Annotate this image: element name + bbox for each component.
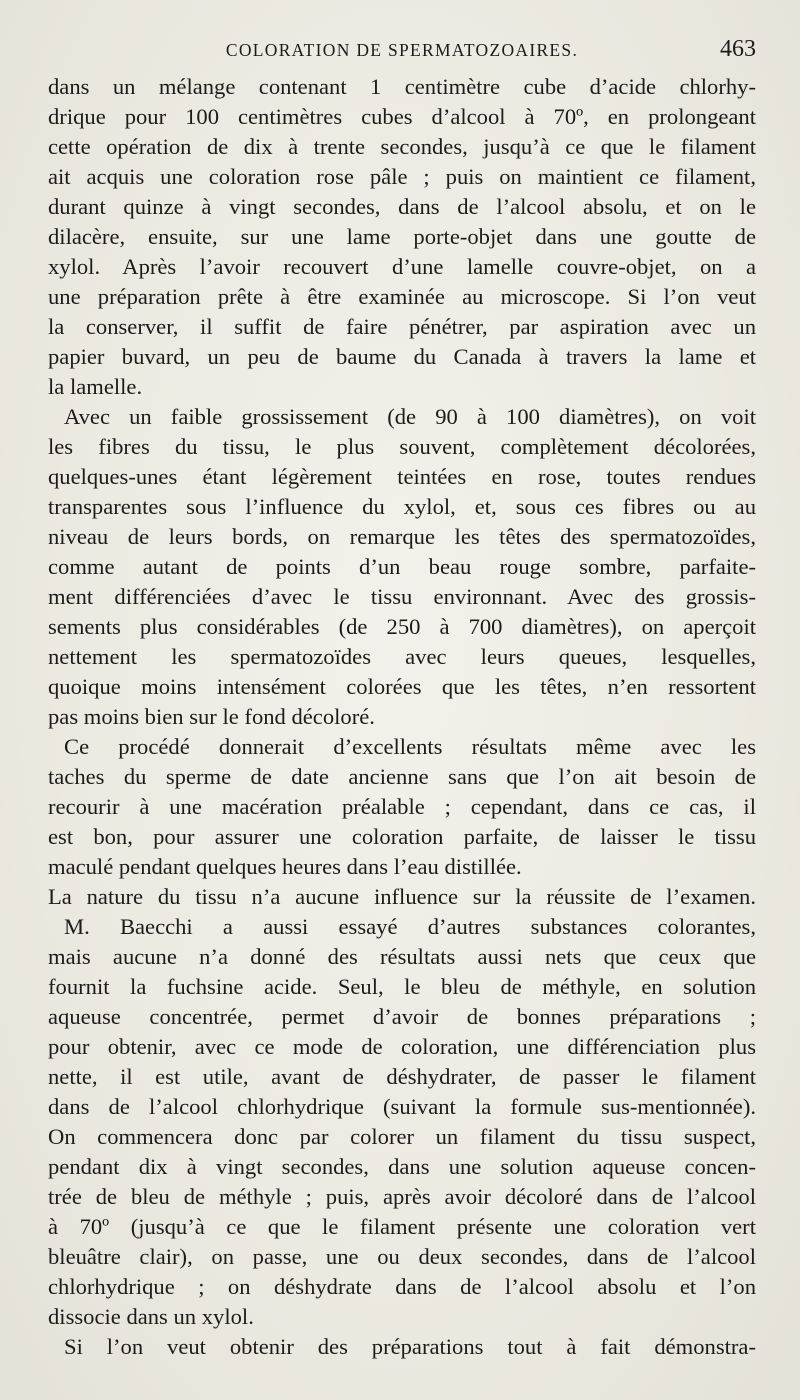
text-line: maculé pendant quelques heures dans l’eau distillée. — [48, 854, 522, 879]
text-line: transparentes sous l’influence du xylol, et, sous ces fibres ou au — [48, 494, 756, 519]
text-line: sements plus considérables (de 250 à 700 diamètres), on aperçoit — [48, 614, 756, 639]
text-line: pas moins bien sur le fond décoloré. — [48, 704, 375, 729]
text-line: Ce procédé donnerait d’excellents résultats même avec les — [64, 734, 756, 759]
text-line: mais aucune n’a donné des résultats aussi nets que ceux que — [48, 944, 756, 969]
text-line: la lamelle. — [48, 374, 143, 399]
page-number: 463 — [720, 36, 756, 62]
text-line: pendant dix à vingt secondes, dans une solution aqueuse concen- — [48, 1154, 756, 1179]
text-line: On commencera donc par colorer un filament du tissu suspect, — [48, 1124, 756, 1149]
text-line: nettement les spermatozoïdes avec leurs queues, lesquelles, — [48, 644, 756, 669]
text-line: la conserver, il suffit de faire pénétrer, par aspiration avec un — [48, 314, 756, 339]
text-line: Si l’on veut obtenir des préparations tout à fait démonstra- — [64, 1334, 756, 1359]
text-line: cette opération de dix à trente secondes, jusqu’à ce que le filament — [48, 134, 756, 159]
text-line: La nature du tissu n’a aucune influence sur la réussite de l’examen. — [48, 884, 756, 909]
text-line: ment différenciées d’avec le tissu environnant. Avec des grossis- — [48, 584, 756, 609]
text-line: quelques-unes étant légèrement teintées en rose, toutes rendues — [48, 464, 756, 489]
text-line: fournit la fuchsine acide. Seul, le bleu de méthyle, en solution — [48, 974, 756, 999]
text-line: durant quinze à vingt secondes, dans de l’alcool absolu, et on le — [48, 194, 756, 219]
text-line: les fibres du tissu, le plus souvent, complètement décolorées, — [48, 434, 756, 459]
text-line: aqueuse concentrée, permet d’avoir de bonnes préparations ; — [48, 1004, 756, 1029]
text-line: dans de l’alcool chlorhydrique (suivant la formule sus-mentionnée). — [48, 1094, 756, 1119]
text-line: M. Baecchi a aussi essayé d’autres substances colorantes, — [64, 914, 756, 939]
text-line: dilacère, ensuite, sur une lame porte-objet dans une goutte de — [48, 224, 756, 249]
body-text — [48, 72, 756, 1362]
text-line: comme autant de points d’un beau rouge sombre, parfaite- — [48, 554, 756, 579]
text-line: dissocie dans un xylol. — [48, 1304, 254, 1329]
text-line: quoique moins intensément colorées que les têtes, n’en ressortent — [48, 674, 756, 699]
text-line: trée de bleu de méthyle ; puis, après avoir décoloré dans de l’alcool — [48, 1184, 756, 1209]
text-line: à 70º (jusqu’à ce que le filament présente une coloration vert — [48, 1214, 756, 1239]
text-line: pour obtenir, avec ce mode de coloration, une différenciation plus — [48, 1034, 756, 1059]
running-head — [48, 36, 756, 66]
text-line: dans un mélange contenant 1 centimètre cube d’acide chlorhy- — [48, 74, 756, 99]
text-line: xylol. Après l’avoir recouvert d’une lamelle couvre-objet, on a — [48, 254, 756, 279]
text-line: drique pour 100 centimètres cubes d’alcool à 70º, en prolongeant — [48, 104, 756, 129]
text-line: une préparation prête à être examinée au microscope. Si l’on veut — [48, 284, 756, 309]
text-line: nette, il est utile, avant de déshydrater, de passer le filament — [48, 1064, 756, 1089]
text-line: Avec un faible grossissement (de 90 à 100 diamètres), on voit — [64, 404, 756, 429]
text-line: papier buvard, un peu de baume du Canada à travers la lame et — [48, 344, 756, 369]
text-line: ait acquis une coloration rose pâle ; puis on maintient ce filament, — [48, 164, 756, 189]
text-line: niveau de leurs bords, on remarque les têtes des spermatozoïdes, — [48, 524, 756, 549]
text-line: bleuâtre clair), on passe, une ou deux secondes, dans de l’alcool — [48, 1244, 756, 1269]
text-line: recourir à une macération préalable ; cependant, dans ce cas, il — [48, 794, 756, 819]
text-line: taches du sperme de date ancienne sans que l’on ait besoin de — [48, 764, 756, 789]
running-title: COLORATION DE SPERMATOZOAIRES. — [225, 40, 579, 60]
text-line: est bon, pour assurer une coloration parfaite, de laisser le tissu — [48, 824, 756, 849]
text-line: chlorhydrique ; on déshydrate dans de l’alcool absolu et l’on — [48, 1274, 756, 1299]
